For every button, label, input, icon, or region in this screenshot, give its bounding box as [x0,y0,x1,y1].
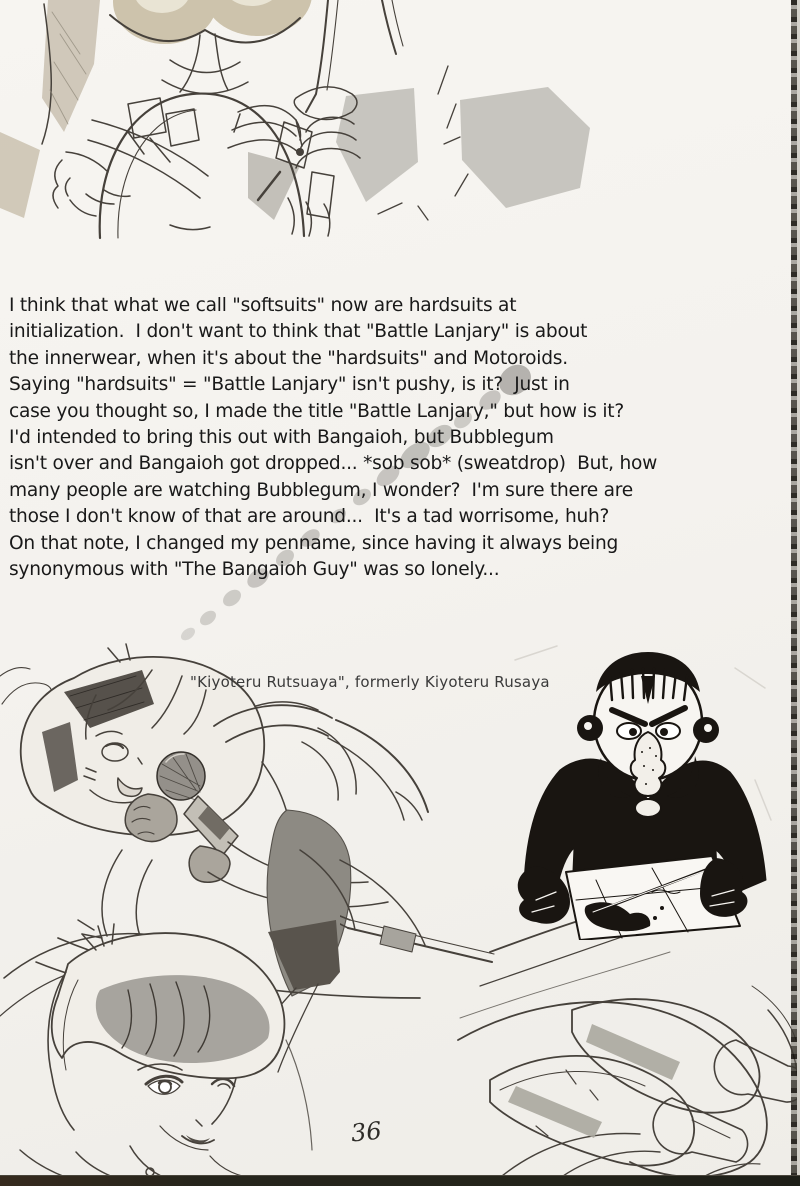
translation-paragraph [9,293,797,583]
paragraph-line-8: many people are watching Bubblegum, I wonder? I'm sure there are [9,479,633,501]
top-sketch-shading [0,0,590,220]
editor-ink-shapes [515,646,771,940]
paragraph-line-1: I think that what we call "softsuits" now are hardsuits at [9,295,517,316]
paragraph-line-5: case you thought so, I made the title "Battle Lanjary," but how is it? [9,400,624,422]
girl-face-lines [0,920,340,1186]
caption-text: "Kiyoteru Rutsuaya", formerly Kiyoteru Rusaya [190,673,550,691]
paragraph-line-11: synonymous with "The Bangaioh Guy" was so lonely... [9,559,500,581]
paragraph-line-3: the innerwear, when it's about the "hardsuits" and Motoroids. [9,347,568,369]
page-number: 36 [349,1116,383,1148]
scan-edge-bottom [0,1175,800,1186]
paragraph-line-9: those I don't know of that are around... It's a tad worrisome, huh? [9,506,610,528]
girl-face-sketch-illustration [0,920,340,1186]
paragraph-line-10: On that note, I changed my penname, since having it always being [9,532,619,554]
paragraph-line-6: I'd intended to bring this out with Bangaioh, but Bubblegum [9,427,554,449]
paragraph-line-4: Saying "hardsuits" = "Battle Lanjary" isn't pushy, is it? Just in [9,374,570,396]
paragraph-line-7: isn't over and Bangaioh got dropped... *sob sob* (sweatdrop) But, how [9,453,658,475]
paragraph-line-2: initialization. I don't want to think that "Battle Lanjary" is about [9,321,588,343]
top-sketch-illustration [0,0,800,245]
